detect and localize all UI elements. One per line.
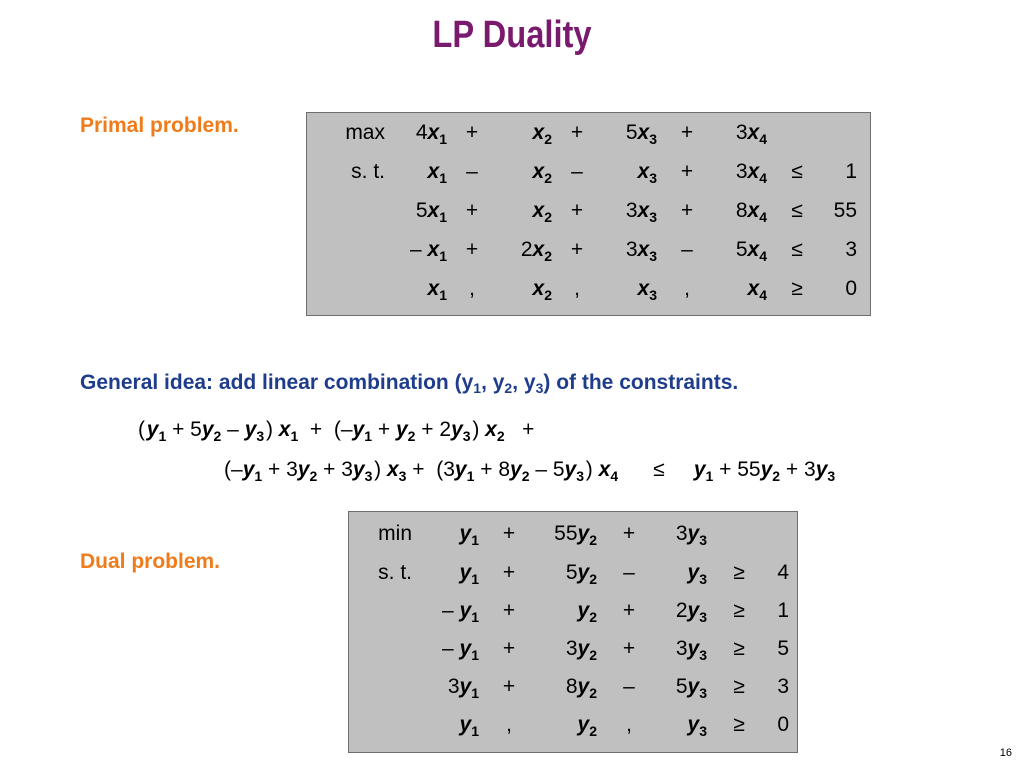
dual-term: $3y_1$ (447, 675, 479, 701)
dual-label: Dual problem. (80, 550, 221, 573)
dual-relation: ≥ (733, 675, 745, 698)
primal-operator: – (466, 160, 478, 183)
page-number: 16 (999, 747, 1012, 759)
dual-term: $y_2$ (577, 713, 597, 739)
primal-lp-box (306, 112, 871, 316)
dual-term: $5y_3$ (675, 675, 707, 701)
primal-operator: – (571, 160, 583, 183)
dual-term: $3y_3$ (675, 522, 707, 548)
primal-term: $4x_1$ (415, 121, 447, 147)
primal-rhs: 55 (833, 199, 857, 222)
primal-term: $5x_3$ (625, 121, 657, 147)
primal-term: $x_2$ (532, 277, 552, 303)
primal-operator: + (570, 121, 584, 144)
dual-term: $y_1$ (459, 713, 479, 739)
dual-operator: + (502, 675, 516, 698)
primal-term: $x_4$ (747, 277, 767, 303)
primal-operator: + (680, 160, 694, 183)
dual-row-lead: s. t. (378, 561, 412, 584)
primal-operator: + (465, 238, 479, 261)
dual-operator: , (506, 713, 512, 736)
dual-term: $3y_2$ (565, 637, 597, 663)
dual-rhs: 0 (777, 713, 789, 736)
dual-relation: ≥ (733, 713, 745, 736)
primal-term: $x_3$ (637, 277, 657, 303)
combination-line-1: ( $y_1 + 5y_2 - y_3$ ) $x_1 + (-y_1 + y_2 + 2y_3$ ) $x_2$ + (138, 418, 535, 444)
primal-term: $5x_4$ (735, 238, 767, 264)
primal-row-lead: max (345, 121, 385, 144)
primal-operator: – (681, 238, 693, 261)
dual-term: $y_1$ (459, 561, 479, 587)
primal-row-lead: s. t. (351, 160, 385, 183)
primal-operator: + (680, 199, 694, 222)
primal-operator: , (574, 277, 580, 300)
dual-operator: + (622, 599, 636, 622)
primal-term: $x_2$ (532, 199, 552, 225)
primal-term: $3x_3$ (625, 238, 657, 264)
primal-term: $x_2$ (532, 160, 552, 186)
primal-term: $2x_2$ (520, 238, 552, 264)
primal-rhs: 1 (845, 160, 857, 183)
dual-lp-box (348, 511, 798, 753)
dual-operator: + (502, 561, 516, 584)
dual-rhs: 4 (777, 561, 789, 584)
primal-term: – $x_1$ (410, 238, 447, 264)
primal-operator: , (684, 277, 690, 300)
dual-term: $2y_3$ (675, 599, 707, 625)
primal-label: Primal problem. (80, 114, 239, 137)
primal-relation: ≥ (791, 277, 803, 300)
primal-term: $3x_4$ (735, 121, 767, 147)
primal-operator: + (465, 199, 479, 222)
primal-operator: + (680, 121, 694, 144)
dual-term: $55y_2$ (554, 522, 597, 548)
dual-term: $8y_2$ (565, 675, 597, 701)
primal-relation: ≤ (791, 160, 803, 183)
primal-term: $x_3$ (637, 160, 657, 186)
dual-rhs: 3 (777, 675, 789, 698)
dual-rhs: 1 (777, 599, 789, 622)
dual-term: – $y_1$ (442, 599, 479, 625)
dual-term: $y_2$ (577, 599, 597, 625)
slide-title: LP Duality (432, 14, 592, 56)
dual-term: $y_1$ (459, 522, 479, 548)
primal-operator: + (570, 238, 584, 261)
combination-line-2: ($-y_1 + 3y_2 + 3y_3$ ) $x_3 + (3y_1 + 8y_2 - 5y_3$ ) $x_4$ ≤ $y_1 + 55y_2 + 3y_3$ (224, 458, 836, 484)
dual-relation: ≥ (733, 561, 745, 584)
primal-rhs: 0 (845, 277, 857, 300)
primal-term: $5x_1$ (415, 199, 447, 225)
primal-rhs: 3 (845, 238, 857, 261)
dual-operator: , (626, 713, 632, 736)
dual-relation: ≥ (733, 637, 745, 660)
primal-term: $x_1$ (427, 277, 447, 303)
dual-term: $5y_2$ (565, 561, 597, 587)
primal-term: $3x_3$ (625, 199, 657, 225)
dual-term: $y_3$ (687, 561, 707, 587)
dual-term: $3y_3$ (675, 637, 707, 663)
primal-term: $x_1$ (427, 160, 447, 186)
primal-operator: + (465, 121, 479, 144)
dual-row-lead: min (378, 522, 412, 545)
dual-operator: – (623, 561, 635, 584)
primal-term: $x_2$ (532, 121, 552, 147)
primal-operator: , (469, 277, 475, 300)
primal-relation: ≤ (791, 238, 803, 261)
dual-operator: + (502, 522, 516, 545)
dual-term: $y_3$ (687, 713, 707, 739)
dual-operator: + (622, 637, 636, 660)
primal-operator: + (570, 199, 584, 222)
primal-relation: ≤ (791, 199, 803, 222)
general-idea-text: General idea: add linear combination ($y_1$, $y_2$, $y_3$) of the constraints. (80, 371, 739, 396)
primal-term: $3x_4$ (735, 160, 767, 186)
dual-relation: ≥ (733, 599, 745, 622)
dual-operator: – (623, 675, 635, 698)
dual-operator: + (502, 637, 516, 660)
primal-term: $8x_4$ (735, 199, 767, 225)
dual-rhs: 5 (777, 637, 789, 660)
dual-term: – $y_1$ (442, 637, 479, 663)
dual-operator: + (622, 522, 636, 545)
dual-operator: + (502, 599, 516, 622)
